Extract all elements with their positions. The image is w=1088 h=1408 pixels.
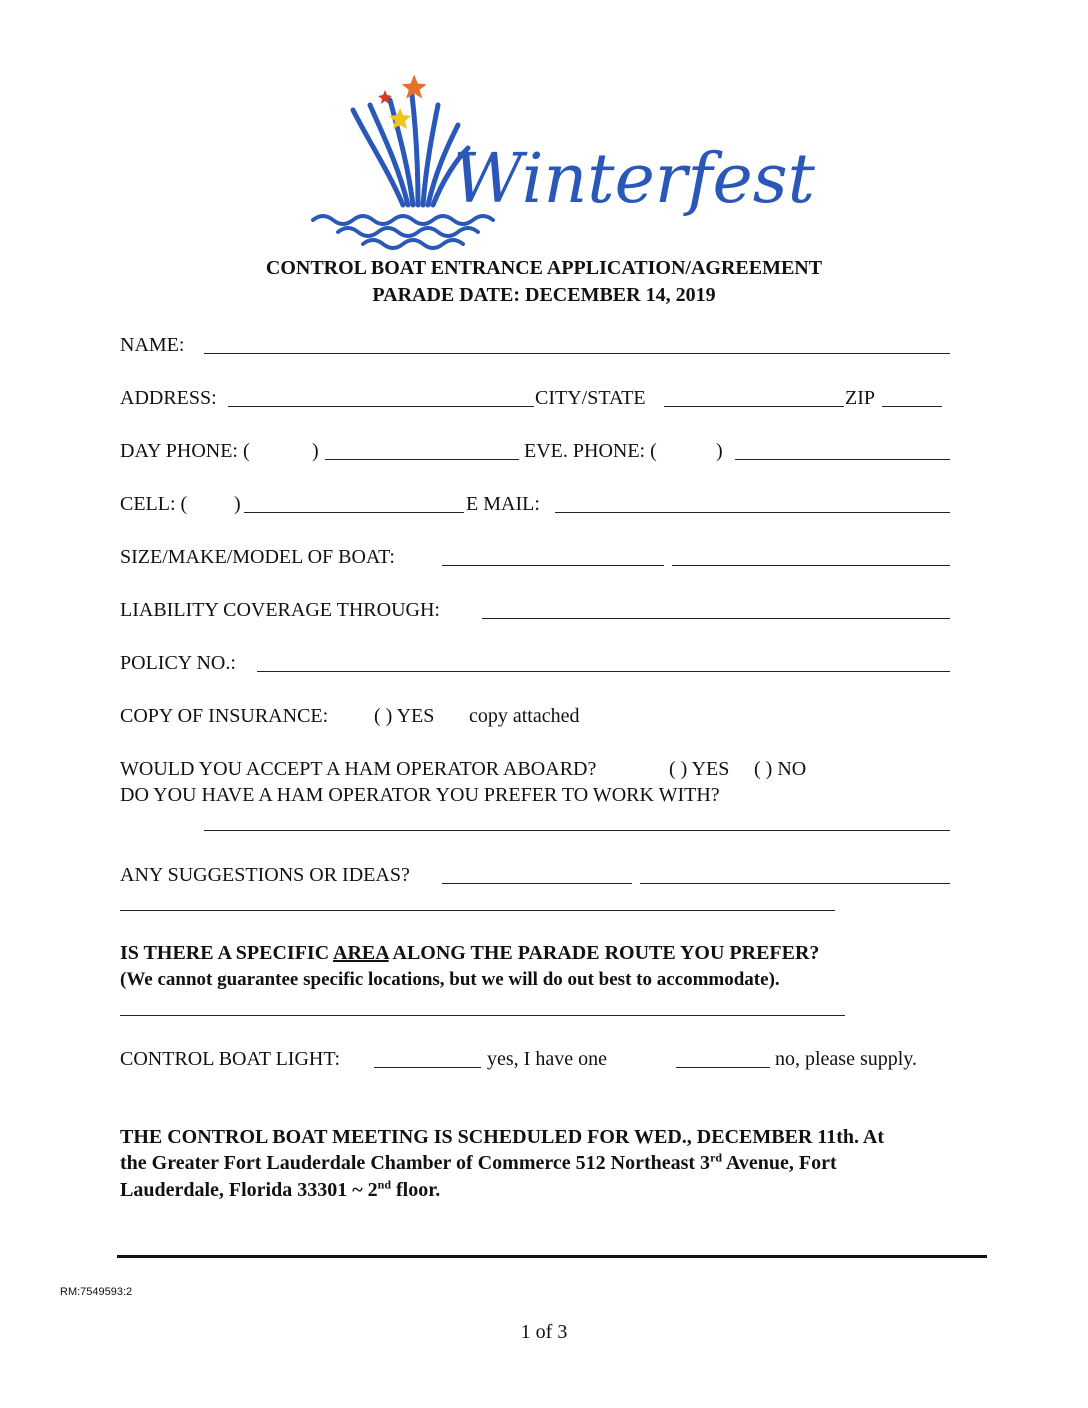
insurance-yes-checkbox[interactable]: ( ) YES bbox=[374, 705, 435, 727]
eve-phone-paren: ) bbox=[716, 440, 723, 462]
liability-field[interactable] bbox=[482, 618, 950, 619]
city-state-field[interactable] bbox=[664, 406, 844, 407]
address-label: ADDRESS: bbox=[120, 387, 217, 409]
boat-label: SIZE/MAKE/MODEL OF BOAT: bbox=[120, 546, 395, 568]
name-field[interactable] bbox=[204, 353, 950, 354]
suggestions-field-2[interactable] bbox=[640, 883, 950, 884]
ham-prefer-field[interactable] bbox=[204, 830, 950, 831]
day-phone-label: DAY PHONE: ( bbox=[120, 440, 250, 462]
name-label: NAME: bbox=[120, 334, 185, 356]
area-question-emphasis: AREA bbox=[333, 942, 389, 964]
email-label: E MAIL: bbox=[466, 493, 540, 515]
meeting-line-2-sup: rd bbox=[710, 1150, 723, 1165]
email-field[interactable] bbox=[555, 512, 950, 513]
eve-phone-label: EVE. PHONE: ( bbox=[524, 440, 657, 462]
ham-no-checkbox[interactable]: ( ) NO bbox=[754, 758, 807, 780]
boat-field-2[interactable] bbox=[672, 565, 950, 566]
area-question-pre: IS THERE A SPECIFIC bbox=[120, 942, 334, 964]
address-field[interactable] bbox=[228, 406, 534, 407]
suggestions-field-3[interactable] bbox=[120, 910, 835, 911]
light-no-field[interactable] bbox=[676, 1067, 770, 1068]
cell-paren: ) bbox=[234, 493, 241, 515]
light-yes-label: yes, I have one bbox=[487, 1048, 607, 1070]
winterfest-logo bbox=[308, 70, 815, 250]
meeting-line-1: THE CONTROL BOAT MEETING IS SCHEDULED FOR WED., DECEMBER 11th. At bbox=[120, 1126, 885, 1148]
insurance-label: COPY OF INSURANCE: bbox=[120, 705, 329, 727]
meeting-line-3-sup: nd bbox=[377, 1177, 391, 1192]
area-note: (We cannot guarantee specific locations, but we will do out best to accommodate). bbox=[120, 969, 780, 990]
light-yes-field[interactable] bbox=[374, 1067, 481, 1068]
footer-divider bbox=[117, 1255, 987, 1258]
area-question bbox=[120, 943, 819, 963]
meeting-line-2a: the Greater Fort Lauderdale Chamber of Commerce 512 Northeast 3 bbox=[120, 1152, 711, 1174]
cell-label: CELL: ( bbox=[120, 493, 188, 515]
day-phone-paren: ) bbox=[312, 440, 319, 462]
meeting-line-3a: Lauderdale, Florida 33301 ~ 2 bbox=[120, 1179, 378, 1201]
suggestions-field-1[interactable] bbox=[442, 883, 632, 884]
meeting-line-3 bbox=[120, 1177, 441, 1201]
area-question-post: ALONG THE PARADE ROUTE YOU PREFER? bbox=[388, 942, 820, 964]
eve-phone-field[interactable] bbox=[735, 459, 950, 460]
meeting-line-2b: Avenue, Fort bbox=[722, 1152, 837, 1174]
ham-question: WOULD YOU ACCEPT A HAM OPERATOR ABOARD? bbox=[120, 758, 597, 780]
policy-field[interactable] bbox=[257, 671, 950, 672]
form-title: CONTROL BOAT ENTRANCE APPLICATION/AGREEMENT bbox=[265, 257, 823, 279]
meeting-line-2 bbox=[120, 1150, 837, 1174]
insurance-note: copy attached bbox=[469, 705, 580, 727]
suggestions-label: ANY SUGGESTIONS OR IDEAS? bbox=[120, 864, 410, 886]
page-number: 1 of 3 bbox=[520, 1321, 568, 1343]
parade-date: PARADE DATE: DECEMBER 14, 2019 bbox=[372, 284, 716, 306]
cell-field[interactable] bbox=[244, 512, 464, 513]
ham-yes-checkbox[interactable]: ( ) YES bbox=[669, 758, 730, 780]
area-field[interactable] bbox=[120, 1015, 845, 1016]
light-label: CONTROL BOAT LIGHT: bbox=[120, 1048, 341, 1070]
boat-field-1[interactable] bbox=[442, 565, 664, 566]
ham-prefer-question: DO YOU HAVE A HAM OPERATOR YOU PREFER TO WORK WITH? bbox=[120, 784, 720, 806]
meeting-line-3b: floor. bbox=[391, 1179, 441, 1201]
star-icons bbox=[378, 75, 427, 130]
day-phone-field[interactable] bbox=[325, 459, 519, 460]
policy-label: POLICY NO.: bbox=[120, 652, 236, 674]
logo-wordmark: Winterfest bbox=[453, 140, 815, 219]
zip-label: ZIP bbox=[845, 387, 875, 409]
light-no-label: no, please supply. bbox=[775, 1048, 918, 1070]
document-reference: RM:7549593:2 bbox=[60, 1286, 133, 1298]
city-state-label: CITY/STATE bbox=[535, 387, 646, 409]
zip-field[interactable] bbox=[882, 406, 942, 407]
liability-label: LIABILITY COVERAGE THROUGH: bbox=[120, 599, 440, 621]
